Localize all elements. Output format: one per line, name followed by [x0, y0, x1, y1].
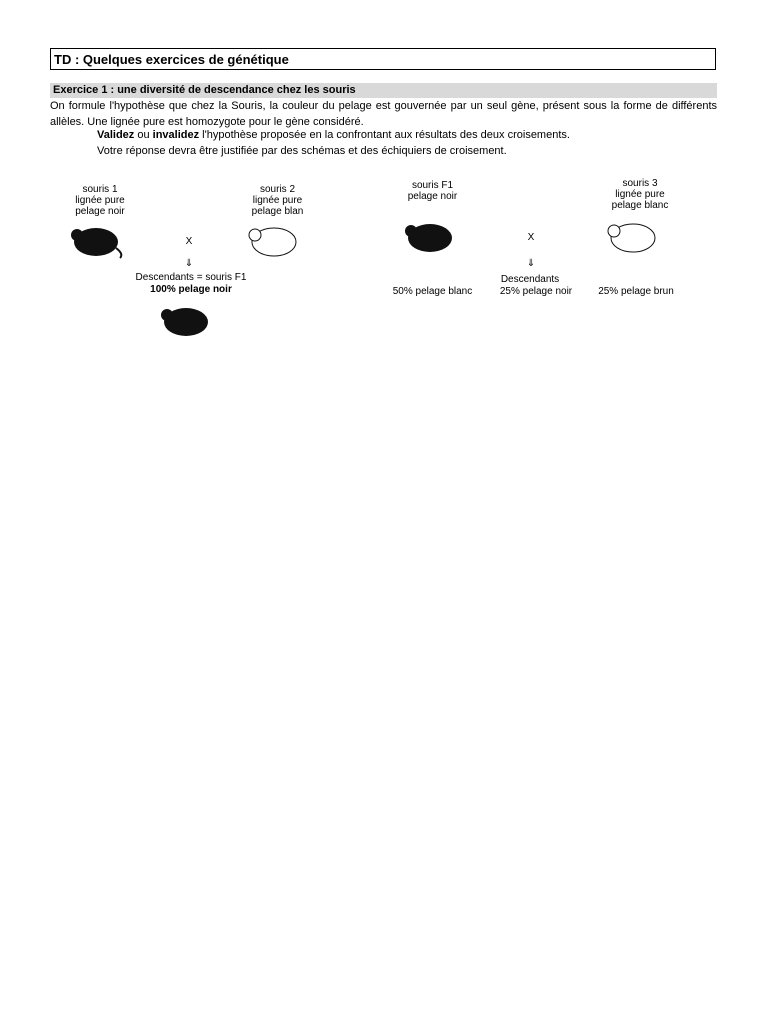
- descendants2-label: Descendants: [500, 274, 560, 285]
- white-mouse-icon: [244, 220, 304, 260]
- mouse1-label: souris 1 lignée pure pelage noir: [75, 184, 125, 217]
- result-white-label: 50% pelage blanc: [392, 286, 473, 297]
- exercise-justify-note: Votre réponse devra être justifiée par des schémas et des échiquiers de croisement.: [97, 145, 507, 157]
- black-mouse-icon: [400, 216, 460, 256]
- result-brown-label: 25% pelage brun: [598, 286, 674, 297]
- cross-symbol: X: [527, 232, 535, 243]
- validez-text: Validez: [97, 129, 135, 141]
- exercise-instruction: [97, 127, 717, 143]
- mouse-f1-label: souris F1 pelage noir: [407, 180, 458, 202]
- mouse3-label: souris 3 lignée pure pelage blanc: [611, 178, 669, 211]
- crossing-figure: [50, 172, 717, 352]
- page-title: TD : Quelques exercices de génétique: [50, 48, 716, 70]
- exercise-heading: Exercice 1 : une diversité de descendance chez les souris: [50, 83, 717, 98]
- descendants1-result: 100% pelage noir: [150, 284, 232, 295]
- invalidez-text: invalidez: [152, 129, 200, 141]
- instruction-rest: l'hypothèse proposée en la confrontant aux résultats des deux croisements.: [199, 129, 570, 141]
- white-mouse-icon: [603, 216, 663, 256]
- arrow-down-icon: ⇓: [526, 258, 536, 269]
- black-mouse-icon: [66, 220, 126, 260]
- arrow-down-icon: ⇓: [184, 258, 194, 269]
- ou-text: ou: [134, 129, 153, 141]
- mouse2-label: souris 2 lignée pure pelage blan: [251, 184, 304, 217]
- exercise-paragraph: On formule l'hypothèse que chez la Souris, la couleur du pelage est gouvernée par un seul gène, présent sous la forme de différents allèles. Une lignée pure est homozygote pour le gène considéré.: [50, 100, 717, 128]
- descendants1-label: Descendants = souris F1: [135, 272, 247, 283]
- result-black-label: 25% pelage noir: [499, 286, 573, 297]
- black-mouse-icon: [156, 300, 216, 340]
- cross-symbol: X: [185, 236, 193, 247]
